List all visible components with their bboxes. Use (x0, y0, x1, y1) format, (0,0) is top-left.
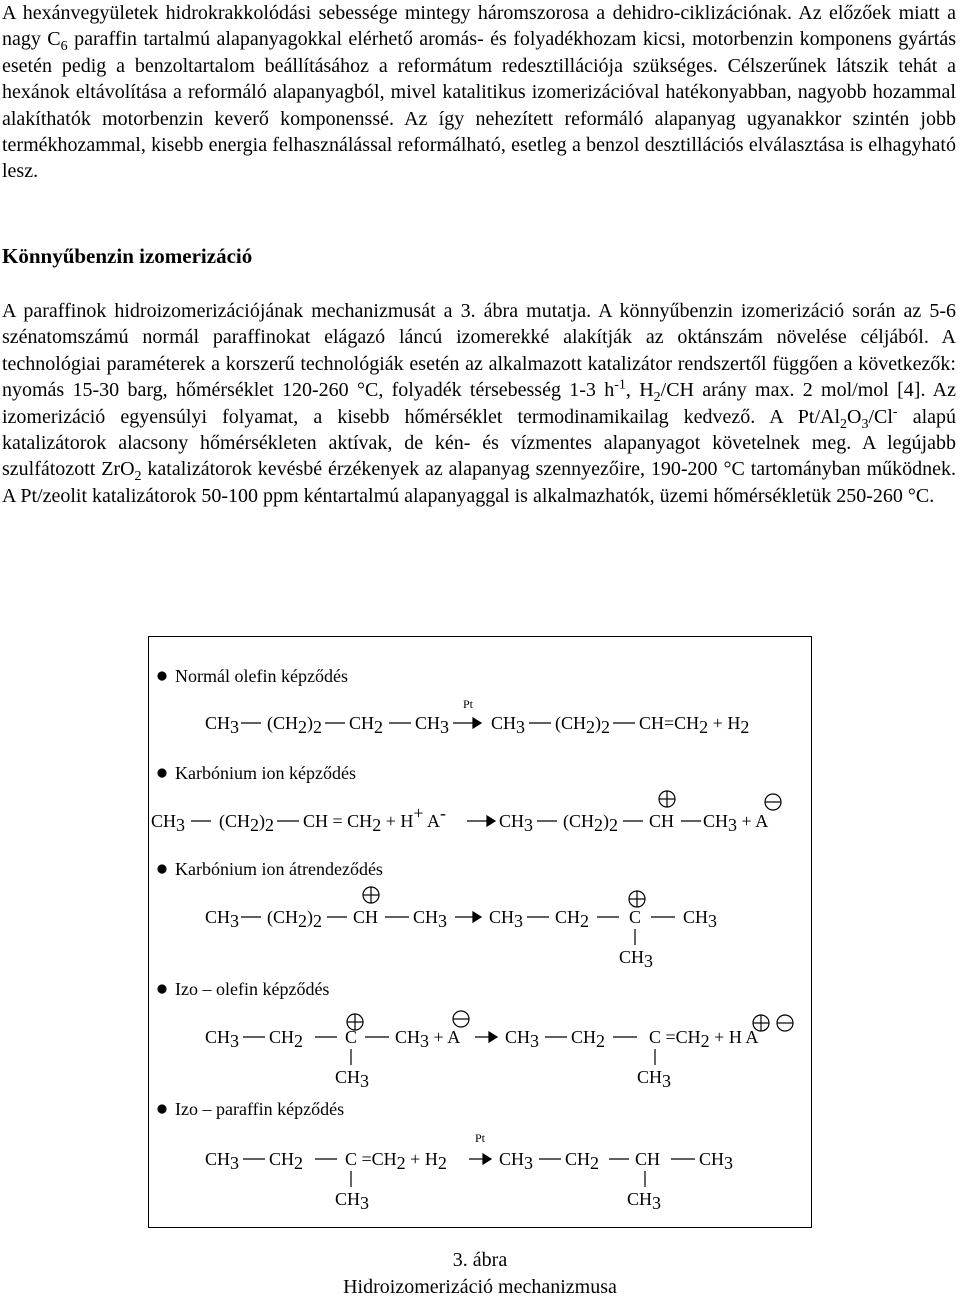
step-label: Izo – paraffin képződés (175, 1099, 345, 1119)
svg-text:CH3: CH3 (205, 1149, 240, 1173)
svg-text:CH3: CH3 (637, 1067, 672, 1091)
step-label: Karbónium ion átrendeződés (175, 859, 383, 879)
svg-text:CH2: CH2 (565, 1149, 600, 1173)
svg-text:CH3 + A: CH3 + A (395, 1027, 461, 1051)
svg-text:(CH2)2: (CH2)2 (219, 811, 274, 835)
svg-text:C =CH2 + H A: C =CH2 + H A (649, 1027, 759, 1051)
svg-text:CH: CH (649, 811, 675, 831)
svg-text:CH3: CH3 (499, 1149, 534, 1173)
reaction-1 (205, 697, 749, 737)
step-label: Normál olefin képződés (175, 666, 348, 686)
svg-text:CH3: CH3 (413, 907, 448, 931)
bullet (158, 1105, 166, 1113)
bullet (158, 865, 166, 873)
svg-text:CH3: CH3 (151, 811, 186, 835)
svg-text:CH3: CH3 (205, 713, 240, 737)
svg-text:CH3 + A: CH3 + A (703, 811, 769, 835)
svg-text:CH2: CH2 (349, 713, 384, 737)
svg-text:CH3: CH3 (683, 907, 718, 931)
svg-text:C: C (345, 1027, 358, 1047)
catalyst-label: Pt (463, 697, 474, 711)
reaction-3 (205, 887, 717, 971)
mechanism-figure (148, 636, 812, 1228)
reaction-2 (151, 791, 781, 835)
svg-text:(CH2)2: (CH2)2 (555, 713, 610, 737)
step-label: Karbónium ion képződés (175, 763, 356, 783)
svg-text:CH3: CH3 (335, 1189, 370, 1213)
svg-text:CH3: CH3 (205, 1027, 240, 1051)
svg-text:(CH2)2: (CH2)2 (267, 907, 322, 931)
svg-text:CH = CH2 + H+ A-: CH = CH2 + H+ A- (303, 803, 447, 835)
svg-text:CH3: CH3 (699, 1149, 734, 1173)
svg-text:CH3: CH3 (619, 947, 654, 971)
mechanism-diagram (149, 637, 813, 1229)
bullet (158, 985, 166, 993)
bullet (158, 769, 166, 777)
svg-text:(CH2)2: (CH2)2 (267, 713, 322, 737)
svg-text:CH3: CH3 (489, 907, 524, 931)
figure-number: 3. ábra (452, 1249, 508, 1271)
reaction-4 (205, 1011, 793, 1091)
svg-text:C =CH2 + H2: C =CH2 + H2 (345, 1149, 447, 1173)
svg-text:CH: CH (635, 1149, 661, 1169)
svg-text:CH3: CH3 (627, 1189, 662, 1213)
svg-text:(CH2)2: (CH2)2 (563, 811, 618, 835)
svg-text:CH3: CH3 (415, 713, 450, 737)
step-label: Izo – olefin képződés (175, 979, 330, 999)
section-heading: Könnyűbenzin izomerizáció (2, 244, 253, 268)
svg-text:CH2: CH2 (269, 1027, 304, 1051)
svg-text:CH2: CH2 (555, 907, 590, 931)
svg-text:CH=CH2 + H2: CH=CH2 + H2 (639, 713, 750, 737)
svg-text:CH3: CH3 (499, 811, 534, 835)
intro-paragraph: A hexánvegyületek hidrokrakkolódási sebessége mintegy háromszorosa a dehidro-ciklizációnak. Az előzőek miatt a nagy $C_6$ paraffin tartalmú alapanyagokkal elérhető aromás- és folyadékhozam kicsi, motorbenzin komponens gyártás esetén pedig a benzoltartalom beállításához a reformátum redesztillációja szükséges. Célszerűnek látszik tehát a hexánok eltávolítása a reformáló alapanyagból, mivel katalitikus izomerizációval hatékonyabban, nagyobb hozammal alakíthatók motorbenzin keverő komponenssé. Az így nehezített reformáló alapanyag ugyanakkor szintén jobb termékhozammal, kisebb energia felhasználással reformálható, esetleg a benzol desztillációs elválasztása is elhagyható lesz. (2, 2, 957, 183)
svg-text:CH3: CH3 (491, 713, 526, 737)
figure-caption: Hidroizomerizáció mechanizmusa (343, 1276, 617, 1298)
svg-text:CH: CH (353, 907, 379, 927)
svg-text:CH3: CH3 (205, 907, 240, 931)
isomerization-paragraph: A paraffinok hidroizomerizációjának mechanizmusát a 3. ábra mutatja. A könnyűbenzin izomerizáció során az 5-6 szénatomszámú normál paraffinokat elágazó láncú izomerekké alakítják az oktánszám növelése céljából. A technológiai paraméterek a korszerű technológiák esetén az alkalmazott katalizátor rendszertől függően a következők: nyomás 15-30 barg, hőmérséklet 120-260 °C, folyadék térsebesség 1-3 $h^{-1}$, $H_2/CH$ arány max. 2 mol/mol [4]. Az izomerizáció egyensúlyi folyamat, a kisebb hőmérséklet termodinamikailag kedvező. A $Pt/Al_2O_3/Cl^-$ alapú katalizátorok alacsony hőmérsékleten aktívak, de kén- és vízmentes alapanyagot követelnek meg. A legújabb szulfátozott ZrO$_2$ katalizátorok kevésbé érzékenyek az alapanyag szennyezőire, 190-200 °C tartományban működnek. A Pt/zeolit katalizátorok 50-100 ppm kéntartalmú alapanyaggal is alkalmazhatók, üzemi hőmérsékletük 250-260 °C. (2, 300, 957, 507)
catalyst-label: Pt (475, 1131, 486, 1145)
svg-text:CH2: CH2 (269, 1149, 304, 1173)
reaction-5 (205, 1131, 733, 1213)
svg-text:CH3: CH3 (505, 1027, 540, 1051)
svg-text:C: C (629, 907, 642, 927)
svg-text:CH3: CH3 (335, 1067, 370, 1091)
bullet (158, 672, 166, 680)
svg-text:CH2: CH2 (571, 1027, 606, 1051)
